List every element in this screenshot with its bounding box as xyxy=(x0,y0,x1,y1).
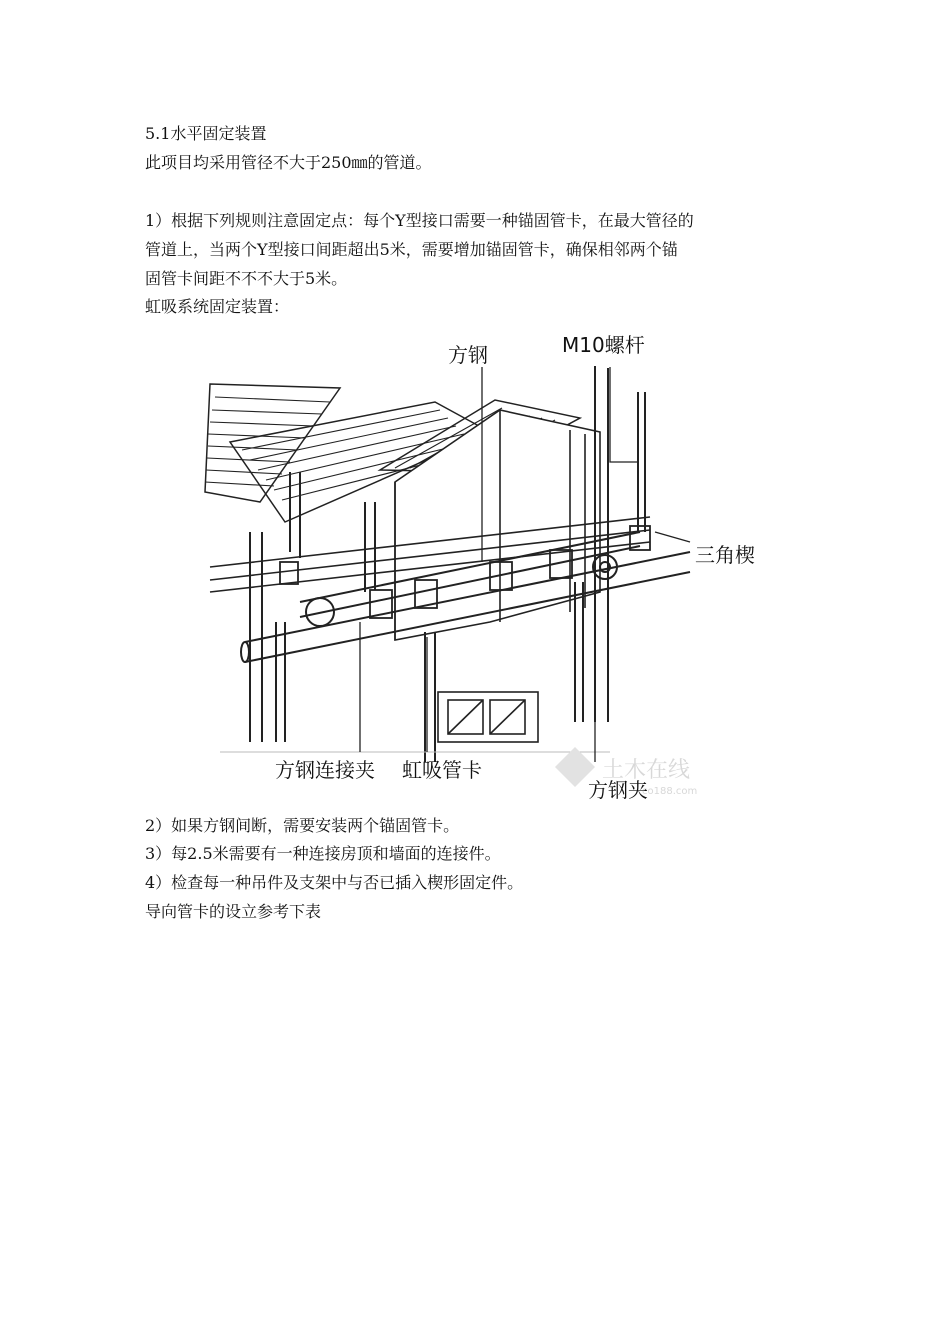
label-steel-connector-clip: 方钢连接夹 xyxy=(275,758,375,782)
siphon-fixing-diagram xyxy=(190,322,770,810)
rule-1-line-3: 固管卡间距不不不大于5米。 xyxy=(145,269,348,288)
label-steel-clip: 方钢夹 xyxy=(588,778,648,802)
label-m10-rod: M10螺杆 xyxy=(562,333,645,357)
section-title: 5.1水平固定装置 xyxy=(145,124,267,143)
label-square-steel: 方钢 xyxy=(448,343,488,367)
roof-hatching-left xyxy=(205,384,340,502)
footer-text: 导向管卡的设立参考下表 xyxy=(145,902,322,921)
label-siphon-pipe-clamp: 虹吸管卡 xyxy=(402,758,482,782)
rule-3: 3）每2.5米需要有一种连接房顶和墙面的连接件。 xyxy=(145,844,501,863)
rule-2: 2）如果方钢间断，需要安装两个锚固管卡。 xyxy=(145,816,460,835)
rule-1-line-1: 1）根据下列规则注意固定点：每个Y型接口需要一种锚固管卡，在最大管径的 xyxy=(145,211,694,230)
watermark-text: 土木在线 xyxy=(602,758,691,783)
intro-paragraph: 此项目均采用管径不大于250㎜的管道。 xyxy=(145,153,432,172)
watermark-sub-text: co188.com xyxy=(642,786,698,797)
wall-panel xyxy=(438,692,538,742)
rule-1-line-2: 管道上，当两个Y型接口间距超出5米，需要增加锚固管卡，确保相邻两个锚 xyxy=(145,240,678,259)
rule-4: 4）检查每一种吊件及支架中与否已插入楔形固定件。 xyxy=(145,873,524,892)
diagram-svg xyxy=(190,322,770,810)
label-triangle-wedge: 三角楔 xyxy=(695,543,755,567)
figure-caption: 虹吸系统固定装置： xyxy=(145,297,290,316)
